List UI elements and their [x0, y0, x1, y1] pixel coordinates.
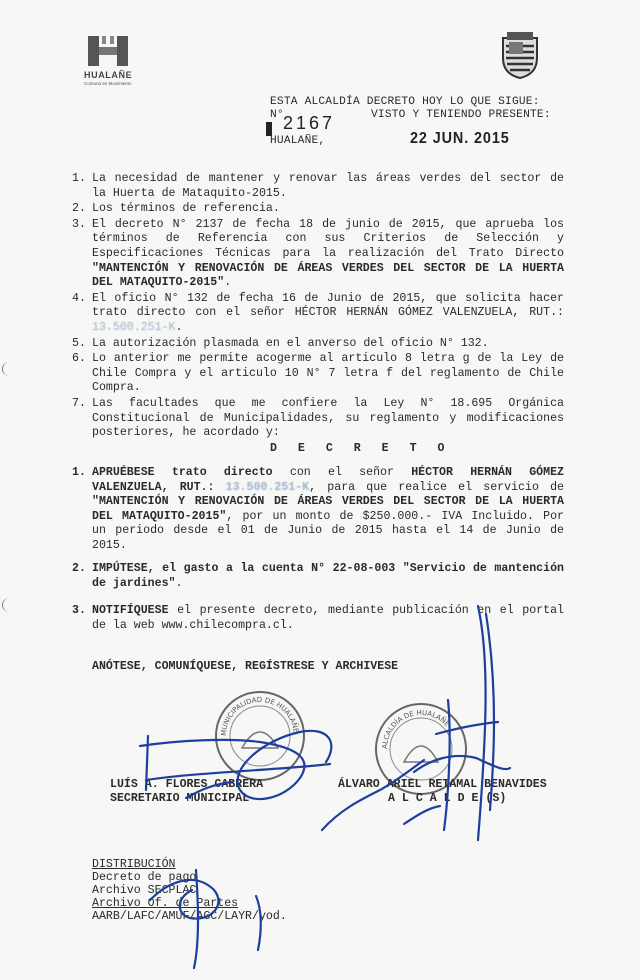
svg-text:ALCALDÍA DE HUALAÑE: ALCALDÍA DE HUALAÑE: [380, 708, 452, 750]
punch-hole-mark: [2, 598, 17, 612]
logo-subtitle: Comuna en Movimiento: [84, 81, 132, 86]
decreto-item-2: 2. IMPÚTESE, el gasto a la cuenta N° 22-08-003 "Servicio de mantención de jardines".: [72, 562, 564, 590]
signature-right-name: ÁLVARO ARIEL RETAMAL BENAVIDES: [338, 778, 547, 791]
logo-name: HUALAÑE: [84, 70, 133, 80]
considerando-item: 6. Lo anterior me permite acogerme al articulo 8 letra g de la Ley de Chile Compra y el articulo 10 N° 7 letra f del reglamento de Chile Compra.: [72, 352, 564, 395]
considerandos-list: [72, 172, 564, 442]
distribution-line: AARB/LAFC/AMUF/AGC/LAYR/yod.: [92, 910, 287, 923]
distribution-title: DISTRIBUCIÓN: [92, 858, 176, 871]
municipal-crest-icon: [497, 28, 543, 80]
header-no-label: N°: [270, 109, 284, 121]
decree-number: 2167: [283, 113, 336, 133]
decree-date: 22 JUN. 2015: [410, 130, 510, 147]
signature-left-title: SECRETARIO MUNICIPAL: [110, 792, 250, 805]
decreto-item-3: 3. NOTIFÍQUESE el presente decreto, mediante publicación en el portal de la web www.chilecompra.cl.: [72, 604, 564, 632]
hualane-logo-icon: [86, 34, 130, 68]
considerando-item: 2. Los términos de referencia.: [72, 202, 280, 216]
distribution-line: Archivo Of. de Partes: [92, 897, 239, 910]
considerando-item: 3. El decreto N° 2137 de fecha 18 de junio de 2015, que aprueba los términos de Referencia con sus Criterios de Selección y Especificaciones Técnicas para la realización del Trato Directo "MANTENCIÓN Y RENOVACIÓN DE ÁREAS VERDES DEL SECTOR DE LA HUERTA DEL MATAQUITO-2015".: [72, 217, 564, 290]
considerando-item: 4. El oficio N° 132 de fecha 16 de Junio de 2015, que solicita hacer trato directo con el señor HÉCTOR HERNÁN GÓMEZ VALENZUELA, RUT.: 13.500.251-K.: [72, 291, 564, 334]
closing-line: ANÓTESE, COMUNÍQUESE, REGÍSTRESE Y ARCHIVESE: [92, 660, 399, 673]
decreto-title: D E C R E T O: [270, 442, 452, 455]
header-visto: VISTO Y TENIENDO PRESENTE:: [371, 109, 551, 121]
punch-hole-mark: [2, 362, 17, 376]
considerando-item: 5. La autorización plasmada en el anverso del oficio N° 132.: [72, 336, 489, 350]
rut-redacted: 13.500.251-K: [225, 480, 310, 494]
distribution-line: Decreto de pago: [92, 871, 197, 884]
considerando-item: 7. Las facultades que me confiere la Ley N° 18.695 Orgánica Constitucional de Municipalidades, su reglamento y modificaciones posteriores, he acordado y:: [72, 396, 564, 440]
considerando-item: 1. La necesidad de mantener y renovar las áreas verdes del sector de la Huerta de Mataquito-2015.: [72, 172, 564, 200]
svg-text:MUNICIPALIDAD DE HUALAÑE: MUNICIPALIDAD DE HUALAÑE: [219, 695, 300, 737]
header-place: HUALAÑE,: [270, 135, 326, 147]
distribution-line: Archivo SECPLAC: [92, 884, 197, 897]
rut-redacted: 13.500.251-K: [92, 320, 176, 334]
signature-right-title: A L C A L D E (S): [388, 792, 507, 805]
header-line1: ESTA ALCALDÍA DECRETO HOY LO QUE SIGUE:: [270, 96, 540, 108]
decreto-item-1: 1. APRUÉBESE trato directo con el señor HÉCTOR HERNÁN GÓMEZ VALENZUELA, RUT.: 13.500.251-K, para que realice el servicio de "MANTENCIÓN Y RENOVACIÓN DE ÁREAS VERDES DEL SECTOR DE LA HUERTA DEL MATAQUITO-2015", por un monto de $250.000.- IVA Incluido. Por un periodo desde el 01 de Junio de 2015 hasta el 14 de Junio de 2015.: [72, 466, 564, 552]
municipal-seal-left: [212, 688, 308, 784]
signature-left-name: LUÍS A. FLORES CABRERA: [110, 778, 264, 791]
